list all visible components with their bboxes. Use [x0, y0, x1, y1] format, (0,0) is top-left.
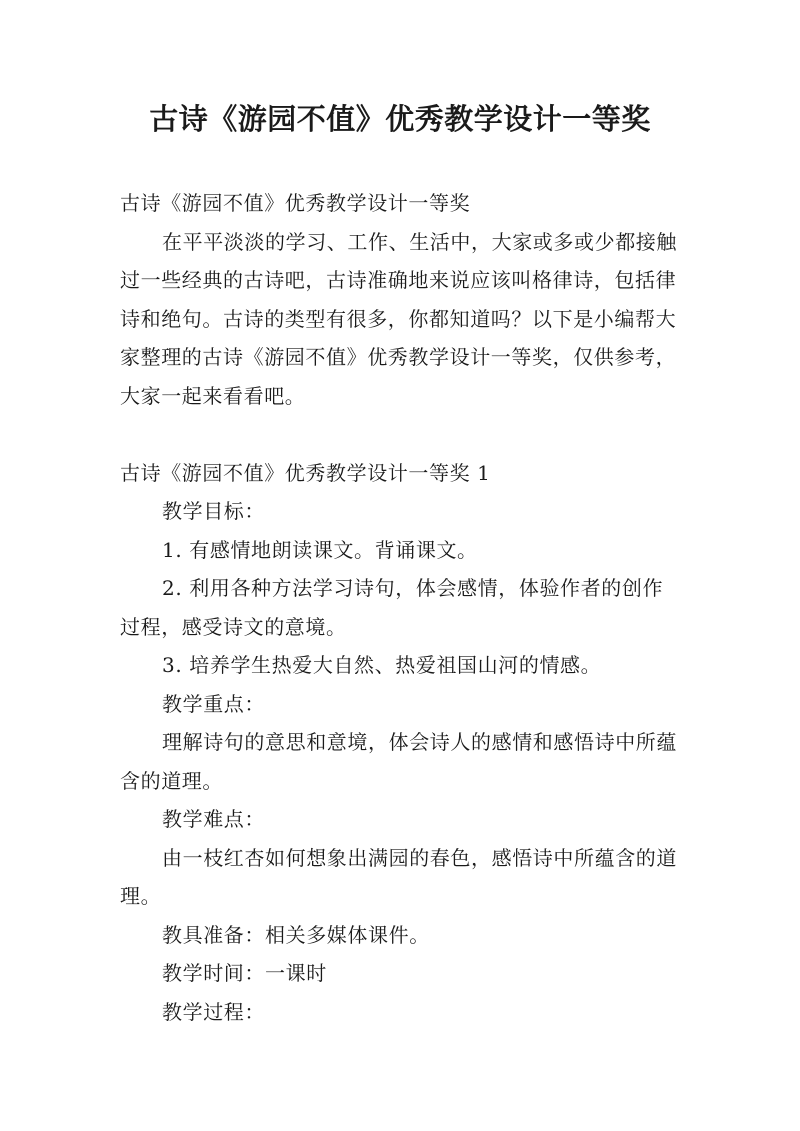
- document-subtitle: 古诗《游园不值》优秀教学设计一等奖: [120, 191, 471, 215]
- intro-paragraph: 在平平淡淡的学习、工作、生活中，大家或多或少都接触过一些经典的古诗吧，古诗准确地来说应该叫格律诗，包括律诗和绝句。古诗的类型有很多，你都知道吗？以下是小编帮大家整理的古诗《游园不值》优秀教学设计一等奖，仅供参考，大家一起来看看吧。: [120, 229, 677, 408]
- goal-item-3: 3. 培养学生热爱大自然、热爱祖国山河的情感。: [162, 653, 602, 677]
- paragraph-spacer: [120, 415, 682, 454]
- document-title: 古诗《游园不值》优秀教学设计一等奖: [149, 102, 651, 136]
- goals-label: 教学目标：: [162, 499, 265, 523]
- time-text: 教学时间：一课时: [162, 961, 327, 985]
- document-body: [120, 184, 682, 1031]
- process-label: 教学过程：: [162, 999, 265, 1024]
- key-points-text: 理解诗句的意思和意境，体会诗人的感情和感悟诗中所蕴含的道理。: [120, 730, 677, 793]
- goal-item-2: 2. 利用各种方法学习诗句，体会感情，体验作者的创作过程，感受诗文的意境。: [120, 576, 664, 639]
- difficulties-text: 由一枝红杏如何想象出满园的春色，感悟诗中所蕴含的道理。: [120, 845, 677, 908]
- goal-item-1: 1. 有感情地朗读课文。背诵课文。: [162, 537, 478, 562]
- materials-text: 教具准备：相关多媒体课件。: [162, 922, 430, 947]
- key-points-label: 教学重点：: [162, 691, 265, 716]
- difficulties-label: 教学难点：: [162, 807, 265, 831]
- section-heading: 古诗《游园不值》优秀教学设计一等奖 1: [120, 460, 491, 485]
